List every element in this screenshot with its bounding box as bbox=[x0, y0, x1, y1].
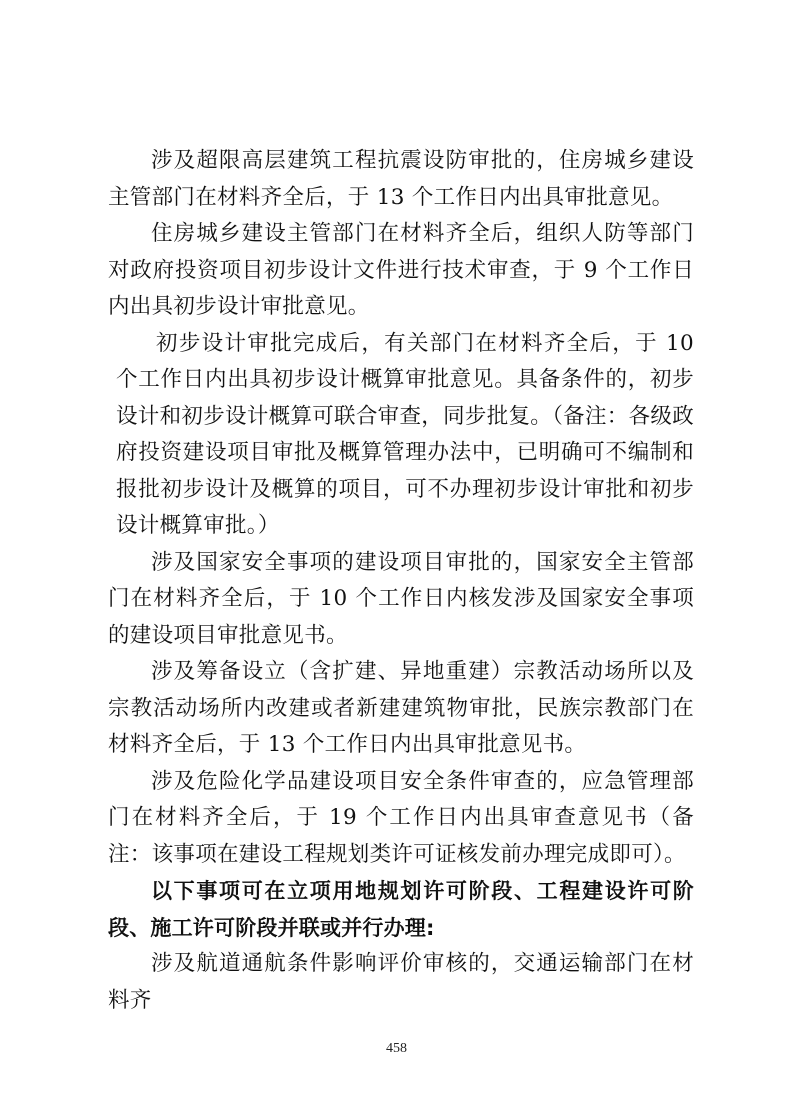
paragraph-design-budget-review: 初步设计审批完成后，有关部门在材料齐全后，于 10 个工作日内出具初步设计概算审批意见。具备条件的，初步设计和初步设计概算可联合审查，同步批复。（备注：各级政府投资建设项目审批及概算管理办法中，已明确可不编制和报批初步设计及概算的项目，可不办理初步设计审批和初步设计概算审批。） bbox=[116, 330, 694, 538]
paragraph-navigation-review: 涉及航道通航条件影响评价审核的，交通运输部门在材料齐 bbox=[108, 951, 694, 1013]
paragraph-religious-site-review: 涉及筹备设立（含扩建、异地重建）宗教活动场所以及宗教活动场所内改建或者新建建筑物审批，民族宗教部门在材料齐全后，于 13 个工作日内出具审批意见书。 bbox=[108, 659, 694, 757]
page-number: 458 bbox=[386, 1041, 407, 1056]
paragraph-hazardous-chemicals-review: 涉及危险化学品建设项目安全条件审查的，应急管理部门在材料齐全后，于 19 个工作日内出具审查意见书（备注：该事项在建设工程规划类许可证核发前办理完成即可）。 bbox=[108, 768, 694, 867]
paragraph-preliminary-design-review: 住房城乡建设主管部门在材料齐全后，组织人防等部门对政府投资项目初步设计文件进行技术审查，于 9 个工作日内出具初步设计审批意见。 bbox=[108, 221, 694, 319]
paragraph-seismic-review: 涉及超限高层建筑工程抗震设防审批的，住房城乡建设主管部门在材料齐全后，于 13 个工作日内出具审批意见。 bbox=[108, 148, 694, 210]
document-body bbox=[108, 143, 694, 1019]
section-heading-parallel-items: 以下事项可在立项用地规划许可阶段、工程建设许可阶段、施工许可阶段并联或并行办理: bbox=[108, 879, 694, 940]
paragraph-national-security-review: 涉及国家安全事项的建设项目审批的，国家安全主管部门在材料齐全后，于 10 个工作日内核发涉及国家安全事项的建设项目审批意见书。 bbox=[108, 549, 694, 648]
